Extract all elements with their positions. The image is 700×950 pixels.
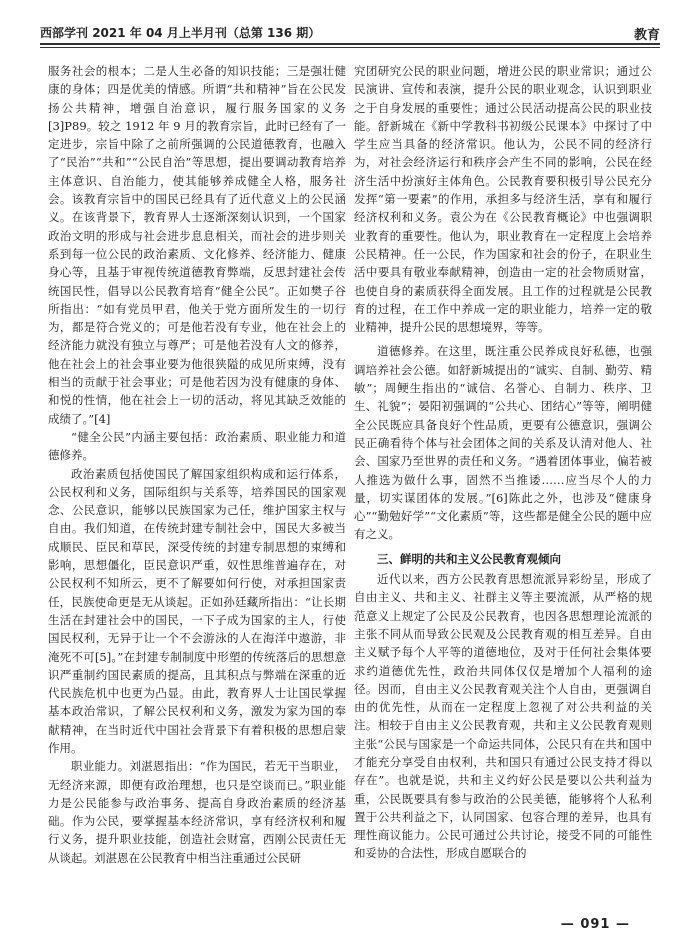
left-column — [48, 62, 346, 912]
section-label: 教育 — [633, 28, 660, 43]
page-number: — 091 — — [560, 917, 630, 932]
paragraph: 职业能力。刘湛恩指出：“作为国民，若无干当职业，无经济来源，即便有政治理想，也只是空谈而已。”职业能力是公民能参与政治事务、提高自身政治素质的经济基础。作为公民，要掌握基本经济常识，享有经济权利和履行义务，提升职业技能，创造社会财富，西刚公民责任无从谈起。刘湛恩在公民教育中相当注重通过公民研 — [48, 759, 346, 865]
paragraph: “健全公民”内涵主要包括：政治素质、职业能力和道德修养。 — [48, 429, 346, 463]
right-column — [354, 62, 652, 912]
page-header — [40, 22, 660, 44]
header-rule-thin — [40, 47, 660, 48]
header-rule-thick — [40, 43, 660, 45]
issue-info: 2021 年 04 月上半月刊（总第 136 期） — [92, 26, 321, 40]
paragraph: 近代以来，西方公民教育思想流派异彩纷呈，形成了自由主义、共和主义、社群主义等主要流派，从严格的规范意义上规定了公民及公民教育，也因各思想理论流派的主张不同从而导致公民观及公民教育观的相互差异。自由主义赋予每个人平等的道德地位，及对于任何社会集体要求约道德优先性，政治共同体仅仅是增加个人福利的途径。因而，自由主义公民教育观关注个人自由，更强调自由的优先性，从而在一定程度上忽视了对公共利益的关注。相较于自由主义公民教育观，共和主义公民教育观则主张“公民与国家是一个命运共同体，公民只有在共和国中才能充分享受自由权利，共和国只有通过公民支持才得以存在”。也就是说，共和主义约好公民是要以公共利益为重，公民既要具有参与政治的公民美德，能够将个人私利置于公共利益之下，认同国家、包容合理的差异，也具有理性商议能力。公民可通过公共讨论，接受不同的可能性和妥协的合法性，形成自愿联合的 — [354, 572, 652, 861]
section-heading: 三、鲜明的共和主义公民教育观倾向 — [377, 551, 561, 566]
journal-name: 西部学刊 — [40, 26, 89, 40]
paragraph: 政治素质包括使国民了解国家组织构成和运行体系，公民权利和义务，国际组织与关系等，培养国民的国家观念、公民意识，能够以民族国家为己任，维护国家主权与自由。我们知道，在传统封建专制社会中，国民大多被当成顺民、臣民和草民，深受传统的封建专制思想的束缚和影响，思想僵化，臣民意识严重，奴性思维普遍存在，对公民权利不知所云，更不了解要如何行使，对承担国家责任，民族使命更是无从谈起。正如孙廷藏所指出：“让长期生活在封建社会中的国民，一下子成为国家的主人，行使国民权利，无异于让一个不会游泳的人在海洋中遨游，非淹死不可[5]。”在封建专制制度中形塑的传统落后的思想意识严重制约国民素质的提高，且其积点与弊端在深重的近代民族危机中也更为凸显。由此，教育界人士让国民掌握基本政治常识，了解公民权利和义务，激发为家为国的奉献精神，在当时近代中国社会背景下有着积极的思想启蒙作用。 — [48, 466, 346, 755]
paragraph: 服务社会的根本；二是人生必备的知识技能；三是强壮健康的身体；四是优美的情感。所谓“共和精神”旨在公民发扬公共精神，增强自治意识，履行服务国家的义务[3]P89。较之 1912 年 9 月的教育宗旨，此时已经有了一定进步，宗旨中除了之前所强调的公民道德教育，也融入了“民治”“共和”“公民自治”等思想，提出要调动教育培养主体意识、自治能力，使其能够养成健全人格，服务社会。该教育宗旨中的国民已经具有了近代意义上的公民涵义。在该背景下，教育界人士逐渐深刻认识到，一个国家政治文明的形成与社会进步息息相关，而社会的进步则关系到每一位公民的政治素质、文化修养、经济能力、健康身心等，且基于审视传统道德教育弊端，反思封建社会传统国民性，倡导以公民教育培育“健全公民”。正如樊子谷所指出：“如有党员甲君，他关于党方面所发生的一切行为，都是符合党义的；可是他若没有专业，他在社会上的经济能力就没有独立与尊严；可是他若没有人文的修养，他在社会上的社会事业要为他很狭隘的成见所束缚，没有相当的贡献于社会事业；可是他若因为没有健康的身体、和悦的性情，他在社会上一切的活动，将见其缺乏效能的成绩了。”[4] — [48, 64, 346, 426]
paragraph: 道德修养。在这里，既注重公民养成良好私德，也强调培养社会公德。如舒新城提出的“诚实、自制、勤劳、精敏”；周鲠生指出的“诚信、名誉心、自制力、秩序、卫生、礼貌”；晏阳初强调的“公共心、团结心”等等，阐明健全公民既应具备良好个性品质，更要有公德意识，强调公民正确看待个体与社会团体之间的关系及认清对他人、社会、国家乃至世界的责任和义务。“遇着团体事业，偏若被人推选为做什么事，固然不当推诿……应当尽个人的力量，切实谋团体的发展。”[6]陈此之外，也涉及“健康身心”“勤勉好学”“文化素质”等，这些都是健全公民的题中应有之义。 — [354, 344, 652, 542]
journal-header — [40, 24, 320, 41]
paragraph: 究团研究公民的职业问题，增进公民的职业常识；通过公民演讲、宣传和表演，提升公民的职业观念，认识到职业之于自身发展的重要性；通过公民活动提高公民的职业技能。舒新城在《新中学教科书初级公民课本》中探讨了中学生应当具备的经济常识。他认为，公民不同的经济行为，对社会经济运行和秩序会产生不同的影响，公民在经济生活中扮演好主体角色。公民教育要积极引导公民充分发挥“第一要素”的作用，承担多与经济生活，享有和履行经济权利和义务。袁公为在《公民教育概论》中也强调职业教育的重要性。他认为，职业教育在一定程度上会培养公民精神。任一公民，作为国家和社会的份子，在职业生活中要具有敬业奉献精神，创造由一定的社会物质财富，也使自身的素质获得全面发展。且工作的过程就是公民教育的过程，在工作中养成一定的职业能力，培养一定的敬业精神，提升公民的思想境界，等等。 — [354, 64, 652, 335]
